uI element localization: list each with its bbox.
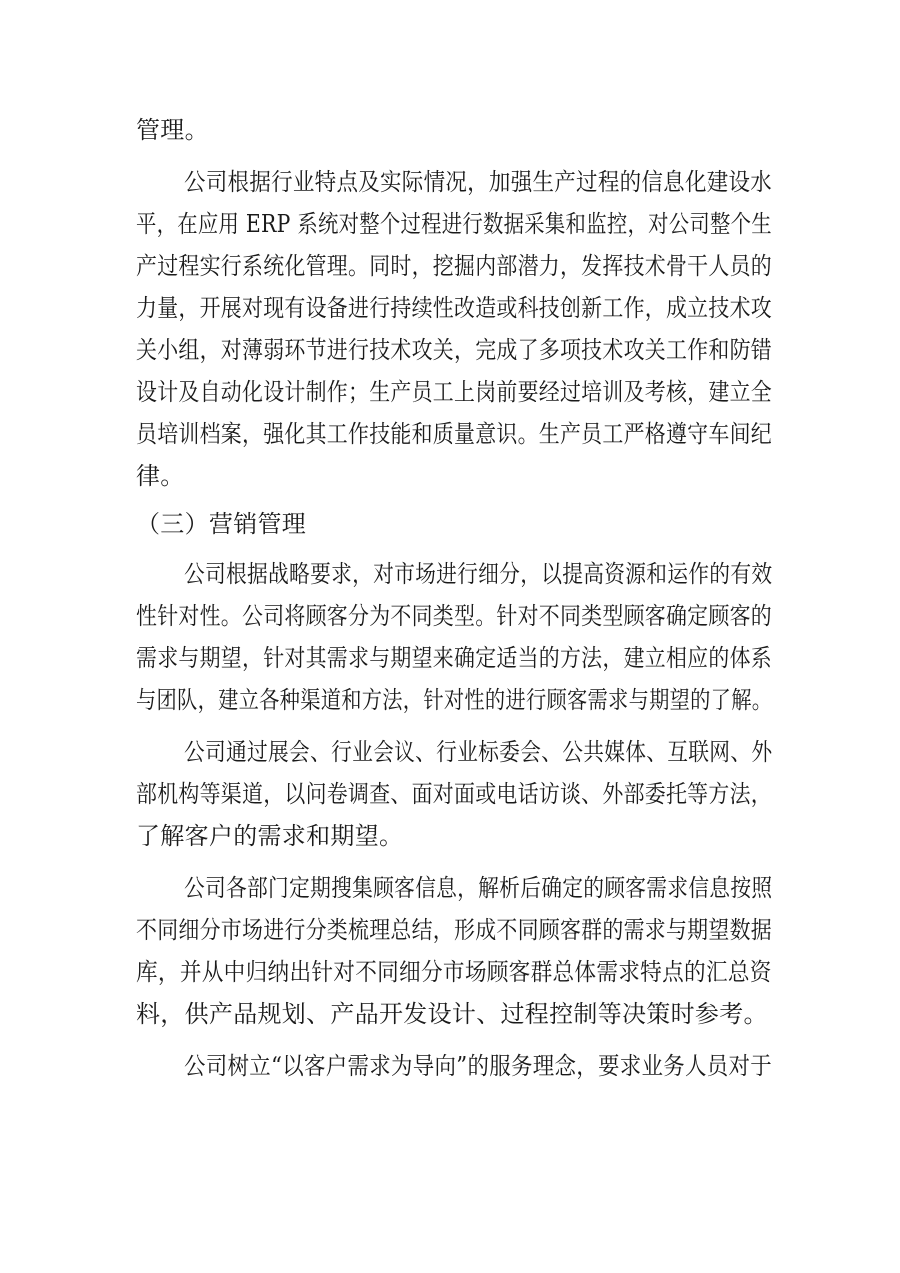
text-line: 律。	[136, 462, 185, 490]
text-line: 库，并从中归纳出针对不同细分市场顾客群总体需求特点的汇总资	[136, 958, 772, 986]
text-line: 设计及自动化设计制作；生产员工上岗前要经过培训及考核，建立全	[136, 378, 772, 406]
text-line: 需求与期望，针对其需求与期望来确定适当的方法，建立相应的体系	[136, 644, 772, 672]
paragraph-first-line: 公司通过展会、行业会议、行业标委会、公共媒体、互联网、外	[184, 738, 773, 766]
text-line: 部机构等渠道，以问卷调查、面对面或电话访谈、外部委托等方法，	[136, 780, 772, 808]
text-line: 管理。	[136, 116, 209, 144]
paragraph-first-line: 公司根据行业特点及实际情况，加强生产过程的信息化建设水	[184, 168, 773, 196]
text-line: 产过程实行系统化管理。同时，挖掘内部潜力，发挥技术骨干人员的	[136, 252, 772, 280]
text-line: 平，在应用 ERP 系统对整个过程进行数据采集和监控，对公司整个生	[136, 210, 772, 238]
text-line: 性针对性。公司将顾客分为不同类型。针对不同类型顾客确定顾客的	[136, 602, 772, 630]
paragraph-first-line: 公司树立“以客户需求为导向”的服务理念，要求业务人员对于	[184, 1052, 772, 1080]
text-line: 料，供产品规划、产品开发设计、过程控制等决策时参考。	[136, 1000, 768, 1028]
text-line: 员培训档案，强化其工作技能和质量意识。生产员工严格遵守车间纪	[136, 420, 772, 448]
text-line: 了解客户的需求和期望。	[136, 822, 404, 850]
text-line: 力量，开展对现有设备进行持续性改造或科技创新工作，成立技术攻	[136, 294, 772, 322]
paragraph-first-line: 公司各部门定期搜集顾客信息，解析后确定的顾客需求信息按照	[184, 874, 773, 902]
text-line: 与团队，建立各种渠道和方法，针对性的进行顾客需求与期望的了解。	[136, 686, 773, 714]
paragraph-first-line: 公司根据战略要求，对市场进行细分，以提高资源和运作的有效	[184, 560, 773, 588]
text-line: 不同细分市场进行分类梳理总结，形成不同顾客群的需求与期望数据	[136, 916, 772, 944]
section-heading: （三）营销管理	[136, 510, 307, 538]
text-line: 关小组，对薄弱环节进行技术攻关，完成了多项技术攻关工作和防错	[136, 336, 772, 364]
